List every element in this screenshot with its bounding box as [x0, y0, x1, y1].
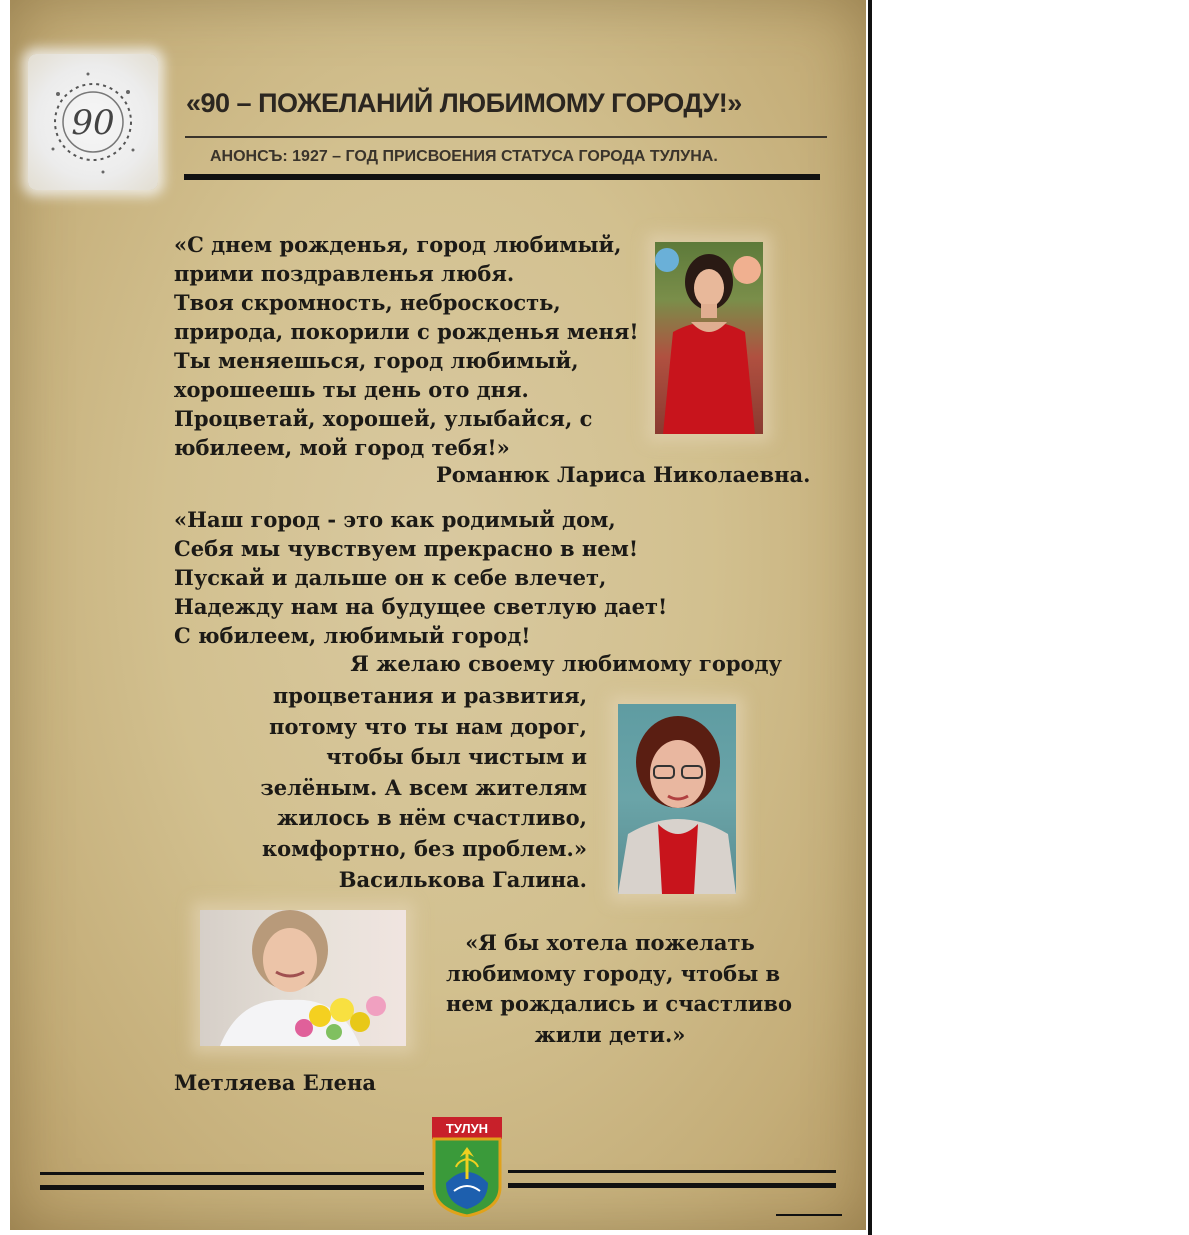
- page-title: «90 – ПОЖЕЛАНИЙ ЛЮБИМОМУ ГОРОДУ!»: [186, 88, 742, 118]
- wish1-line: Ты меняешься, город любимый,: [174, 348, 579, 373]
- wish2-right-line: чтобы был чистым и: [326, 744, 587, 770]
- wish2-right-line: комфортно, без проблем.»: [261, 835, 587, 861]
- wish2-line: Пускай и дальше он к себе влечет,: [174, 565, 607, 590]
- wish1-line: «С днем рожденья, город любимый,: [174, 232, 622, 257]
- wish2-line: С юбилеем, любимый город!: [174, 623, 531, 648]
- wish2-right-line: процветания и развития,: [272, 683, 587, 708]
- wish1-line: Твоя скромность, неброскость,: [174, 290, 561, 315]
- wish2-right-block: [260, 681, 587, 895]
- anniversary-wreath-icon: [28, 54, 158, 190]
- wish2-line: «Наш город - это как родимый дом,: [174, 507, 616, 532]
- wish2-poem: [174, 505, 667, 650]
- wish2-lead-line: Я желаю своему любимому городу: [350, 651, 782, 676]
- anniversary-logo-number: 90: [71, 103, 115, 143]
- header-divider-thin: [185, 136, 827, 138]
- wish1-line: хорошеешь ты день ото дня.: [174, 377, 529, 402]
- wish1-poem: [174, 230, 639, 462]
- tulun-coat-of-arms: [432, 1117, 502, 1217]
- wish3-line: «Я бы хотела пожелать: [465, 930, 755, 955]
- photo-metlyaeva: [200, 910, 406, 1046]
- footer-line-left-thin: [40, 1172, 424, 1175]
- footer-line-small: [776, 1214, 842, 1216]
- wish2-right-line: потому что ты нам дорог,: [269, 713, 587, 739]
- wish1-line: Процветай, хорошей, улыбайся, с: [174, 406, 593, 431]
- emblem-city-name: ТУЛУН: [445, 1121, 489, 1136]
- footer-line-right-thin: [508, 1170, 836, 1173]
- coat-of-arms-icon: [432, 1117, 502, 1217]
- footer-line-right-thick: [508, 1183, 836, 1188]
- photo-vasilkova: [618, 704, 736, 894]
- page-edge-divider: [868, 0, 872, 1235]
- wish1-line: прими поздравленья любя.: [174, 261, 515, 286]
- wish3-author: Метляева Елена: [174, 1070, 376, 1095]
- footer-line-left-thick: [40, 1185, 424, 1190]
- page-subtitle: АНОНСЪ: 1927 – ГОД ПРИСВОЕНИЯ СТАТУСА ГОРОДА ТУЛУНА.: [210, 148, 718, 165]
- wish3-line: жили дети.»: [534, 1022, 686, 1048]
- wish3-line: нем рождались и счастливо: [446, 991, 792, 1017]
- wish1-author: Романюк Лариса Николаевна.: [436, 462, 811, 487]
- photo-romanyuk: [655, 242, 763, 434]
- anniversary-logo: [28, 54, 158, 190]
- wish1-line: природа, покорили с рожденья меня!: [174, 319, 639, 344]
- wish2-line: Себя мы чувствуем прекрасно в нем!: [174, 536, 639, 561]
- header-divider-thick: [184, 174, 820, 180]
- wish2-right-line: жилось в нём счастливо,: [277, 805, 587, 831]
- wish1-line: юбилеем, мой город тебя!»: [174, 435, 510, 460]
- wish2-right-line: зелёным. А всем жителям: [260, 774, 587, 800]
- wish3-line: любимому городу, чтобы в: [446, 960, 781, 986]
- wish3-text: [446, 928, 792, 1051]
- wish2-line: Надежду нам на будущее светлую дает!: [174, 594, 668, 619]
- wish2-author: Василькова Галина.: [338, 866, 587, 892]
